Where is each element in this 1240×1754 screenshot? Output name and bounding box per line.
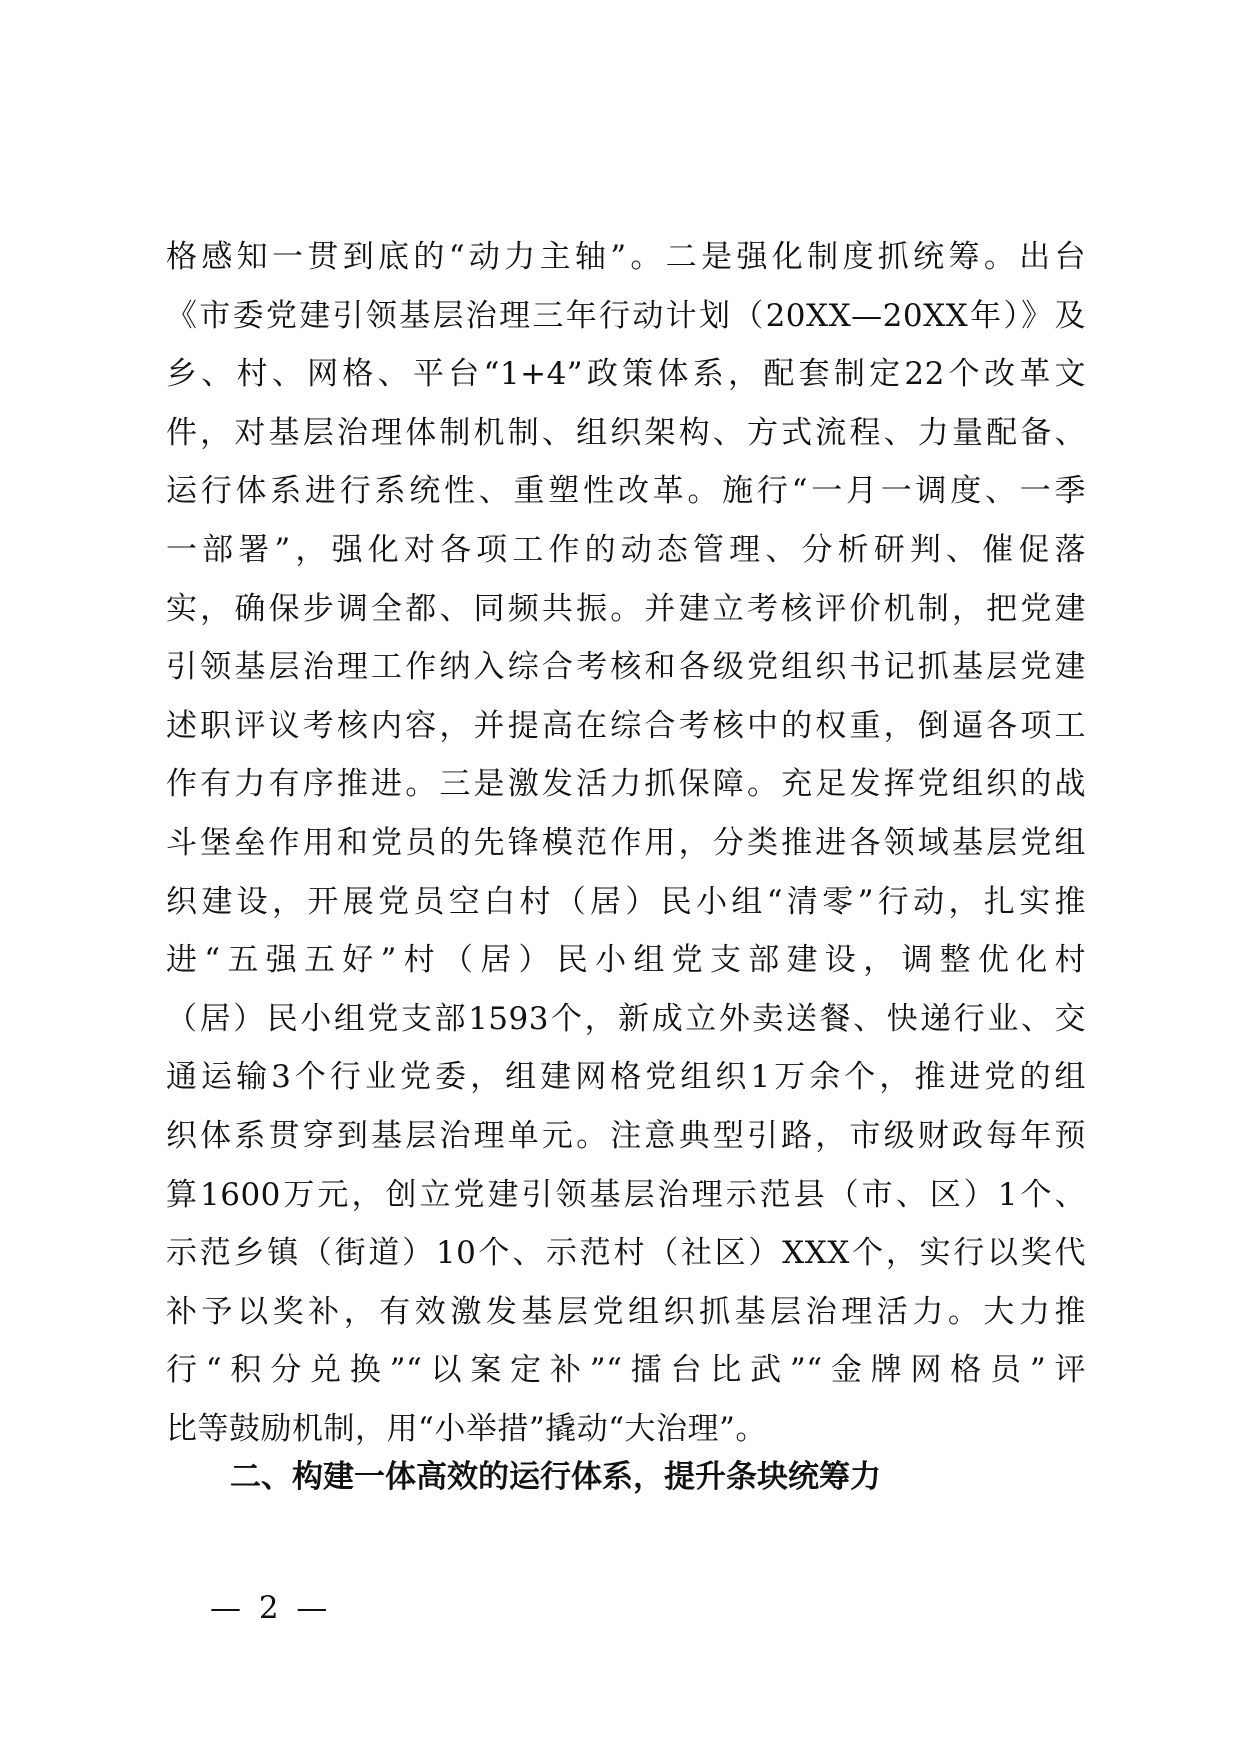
body-line: 算1600万元，创立党建引领基层治理示范县（市、区）1个、 — [166, 1176, 1086, 1213]
body-line: 织体系贯穿到基层治理单元。注意典型引路，市级财政每年预 — [166, 1117, 1086, 1154]
body-line: 格感知一贯到底的“动力主轴”。二是强化制度抓统筹。出台 — [166, 239, 1086, 275]
body-line: 织建设，开展党员空白村（居）民小组“清零”行动，扎实推 — [166, 883, 1086, 920]
body-line: 进“五强五好”村（居）民小组党支部建设，调整优化村 — [166, 942, 1086, 979]
body-line: 行“积分兑换”“以案定补”“擂台比武”“金牌网格员”评 — [166, 1352, 1086, 1389]
body-line: 作有力有序推进。三是激发活力抓保障。充足发挥党组织的战 — [166, 766, 1086, 803]
page-number: — 2 — — [210, 1590, 332, 1626]
body-line: 通运输3个行业党委，组建网格党组织1万余个，推进党的组 — [166, 1059, 1086, 1096]
body-line: 一部署”，强化对各项工作的动态管理、分析研判、催促落 — [166, 531, 1086, 568]
body-text — [166, 228, 1086, 1458]
body-line: （居）民小组党支部1593个，新成立外卖送餐、快递行业、交 — [166, 1000, 1086, 1037]
body-line: 实，确保步调全都、同频共振。并建立考核评价机制，把党建 — [166, 590, 1086, 627]
body-line: 示范乡镇（街道）10个、示范村（社区）XXX个，实行以奖代 — [166, 1235, 1086, 1272]
body-line: 《市委党建引领基层治理三年行动计划（20XX—20XX年）》及 — [166, 297, 1086, 334]
body-line: 比等鼓励机制，用“小举措”撬动“大治理”。 — [166, 1410, 767, 1447]
body-line: 乡、村、网格、平台“1+4”政策体系，配套制定22个改革文 — [166, 356, 1086, 393]
body-line: 引领基层治理工作纳入综合考核和各级党组织书记抓基层党建 — [166, 649, 1086, 686]
body-line: 斗堡垒作用和党员的先锋模范作用，分类推进各领域基层党组 — [166, 824, 1086, 861]
body-line: 件，对基层治理体制机制、组织架构、方式流程、力量配备、 — [166, 414, 1086, 451]
body-line: 运行体系进行系统性、重塑性改革。施行“一月一调度、一季 — [166, 473, 1086, 510]
section-heading: 二、构建一体高效的运行体系，提升条块统筹力 — [230, 1459, 881, 1495]
body-line: 补予以奖补，有效激发基层党组织抓基层治理活力。大力推 — [166, 1293, 1086, 1330]
body-line: 述职评议考核内容，并提高在综合考核中的权重，倒逼各项工 — [166, 707, 1086, 744]
